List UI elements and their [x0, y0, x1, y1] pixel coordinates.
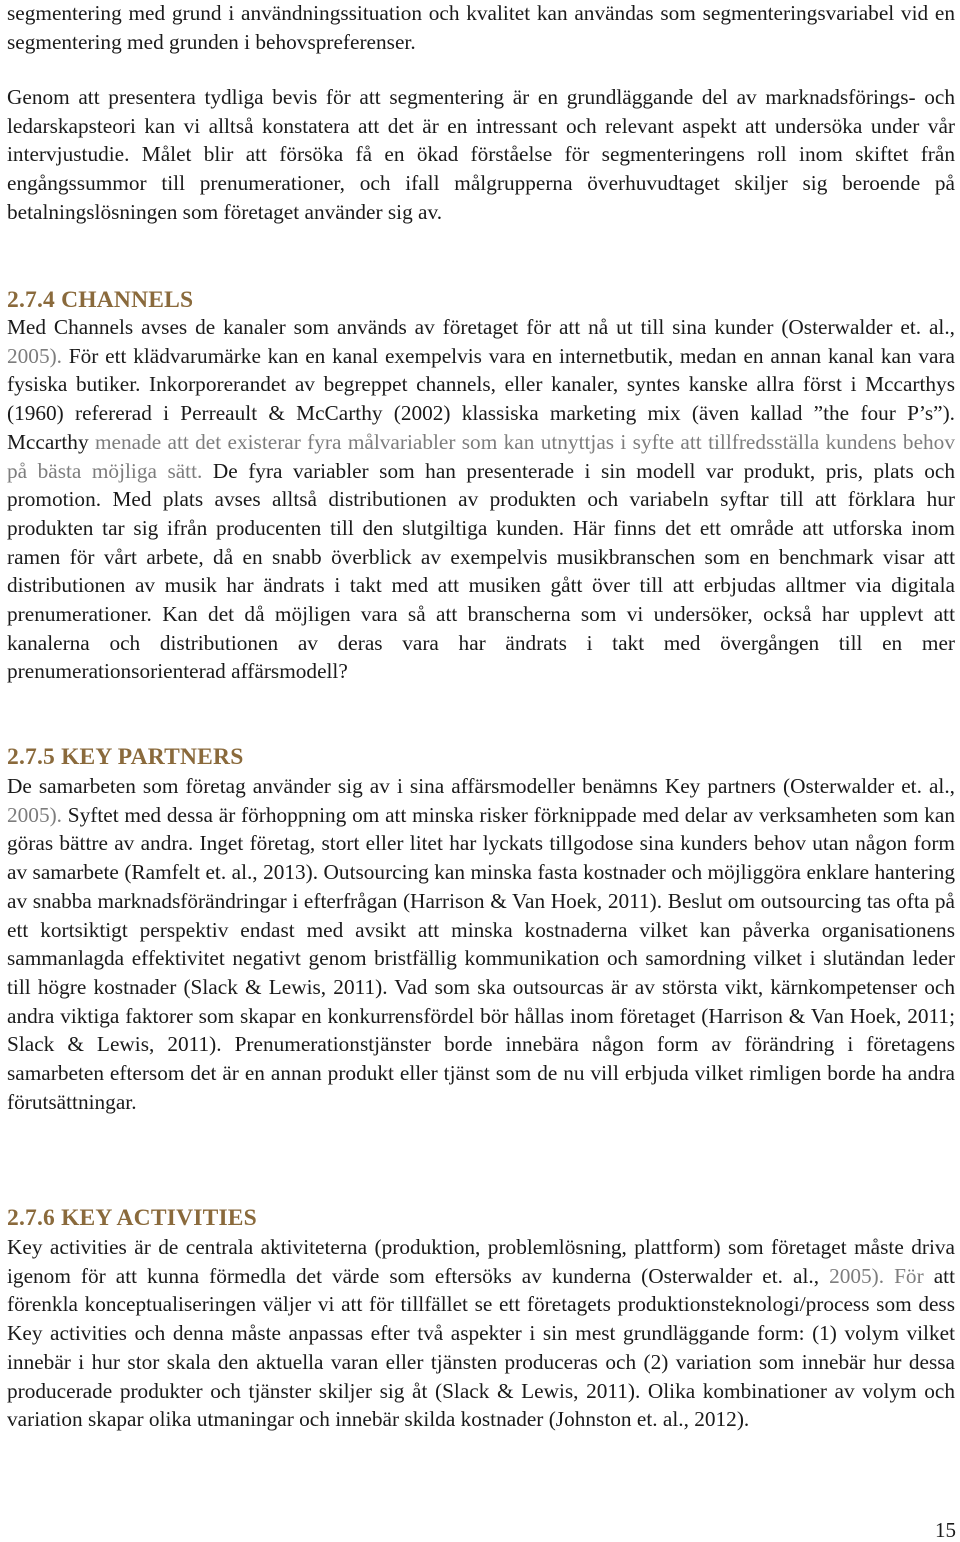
- paragraph: segmentering med grund i användningssituation och kvalitet kan användas som segmenteringsvariabel vid en segmentering med grunden i behovspreferenser.: [7, 1, 955, 54]
- paragraph-key-activities: [7, 1233, 955, 1434]
- paragraph: [7, 83, 955, 227]
- paragraph-text: Med Channels avses de kanaler som används av företaget för att nå ut till sina kunder (Osterwalder et. al.,: [7, 315, 955, 339]
- paragraph-text: För ett klädvarumärke kan en kanal exempelvis vara en internetbutik, medan en annan kanal kan vara fysiska butiker. Inkorporerandet av begreppet channels, eller kanaler, syntes kanske allra först i Mccarthys (1960) refererad i Perreault & McCarthy (2002) klassiska marketing mix (även kallad ”the four P’s”). Mccarthy: [7, 343, 955, 454]
- paragraph-text: Genom att presentera tydliga bevis för att segmentering är en grundläggande del av marknadsförings- och ledarskapsteori kan vi alltså konstatera att det är en intressant och relevant aspekt att undersöka under vår intervjustudie.: [7, 85, 955, 167]
- paragraph-text: att förenkla konceptualiseringen väljer vi att för tillfället se ett företagets produktionsteknologi/process som dess Key activities och denna måste anpassas efter två aspekter i sin mest grundläggande form: (1) volym vilket innebär i hur stor skala den aktuella varan eller tjänsten produceras och (2) variation som innebär hur dessa producerade produkter och tjänster skiljer sig åt (Slack & Lewis, 2011). Olika kombinationer av volym och variation skapar olika utmaningar och innebär skilda kostnader (Johnston et. al., 2012).: [7, 1263, 955, 1432]
- citation-year: 2005).: [7, 802, 63, 827]
- section-heading-channels: 2.7.4 CHANNELS: [7, 287, 194, 313]
- section-heading-key-activities: 2.7.6 KEY ACTIVITIES: [7, 1205, 257, 1231]
- citation-year: 2005). För: [829, 1263, 924, 1288]
- paragraph-channels: [7, 313, 955, 686]
- paragraph-text: Key activities är de centrala aktiviteterna (produktion, problemlösning, plattform) som företaget måste driva igenom för att kunna förmedla det värde som eftersöks av kunderna (Osterwalder et. al.,: [7, 1235, 955, 1288]
- section-heading-key-partners: 2.7.5 KEY PARTNERS: [7, 744, 244, 770]
- paragraph-text: De samarbeten som företag använder sig av i sina affärsmodeller benämns Key partners (Osterwalder et. al.,: [7, 774, 955, 798]
- paragraph-text-light: menade att det existerar fyra målvariabler som kan utnyttjas i syfte att tillfredsställa kundens behov på bästa möjliga sätt.: [7, 429, 955, 483]
- paragraph-text: De fyra variabler som han presenterade i sin modell var produkt, pris, plats och promotion. Med plats avses alltså distributionen av produkten och variabeln syftar till att förklara hur produkten tar sig ifrån producenten till den slutgiltiga kunden. Här finns det ett område att utforska inom ramen för vårt arbete, då en snabb överblick av exempelvis musikbranschen som en benchmark visar att distributionen av musik har ändrats i takt med att musiken gått över till att erbjudas alltmer via digitala prenumerationer. Kan det då möjligen vara så att branscherna som vi undersöker, också har upplevt att kanalerna och distributionen av deras vara har ändrats i takt med övergången till en mer prenumerationsorienterad affärsmodell?: [7, 458, 955, 684]
- paragraph-text: Målet blir att försöka få en ökad förståelse för segmenteringens roll inom skiftet från engångssummor till prenumerationer, och ifall målgrupperna överhuvudtaget skiljer sig beroende på betalningslösningen som företaget använder sig av.: [7, 142, 955, 224]
- citation-year: 2005).: [7, 343, 63, 368]
- paragraph-key-partners: [7, 772, 955, 1116]
- page-number: 15: [935, 1518, 956, 1542]
- paragraph-text: Syftet med dessa är förhoppning om att minska risker förknippade med delar av verksamheten som kan göras bättre av andra. Inget företag, stort eller litet har lyckats tillgodose sina kunders behov utan någon form av samarbete (Ramfelt et. al., 2013). Outsourcing kan minska fasta kostnader och möjliggöra enklare hantering av snabba marknadsförändringar i efterfrågan (Harrison & Van Hoek, 2011). Beslut om outsourcing tas ofta på ett kortsiktigt perspektiv endast med avsikt att minska kostnaderna vilket kan påverka organisationens sammanlagda effektivitet negativt genom bristfällig kommunikation och samordning vilket i slutändan leder till högre kostnader (Slack & Lewis, 2011). Vad som ska outsourcas är av största vikt, kärnkompetenser och andra viktiga faktorer som skapar en konkurrensfördel bör hållas inom företaget (Harrison & Van Hoek, 2011; Slack & Lewis, 2011). Prenumerationstjänster borde innebära någon form av förändring i företagens samarbeten eftersom det är en annan produkt eller tjänst som de nu vill erbjuda vilket rimligen borde ha andra förutsättningar.: [7, 802, 955, 1114]
